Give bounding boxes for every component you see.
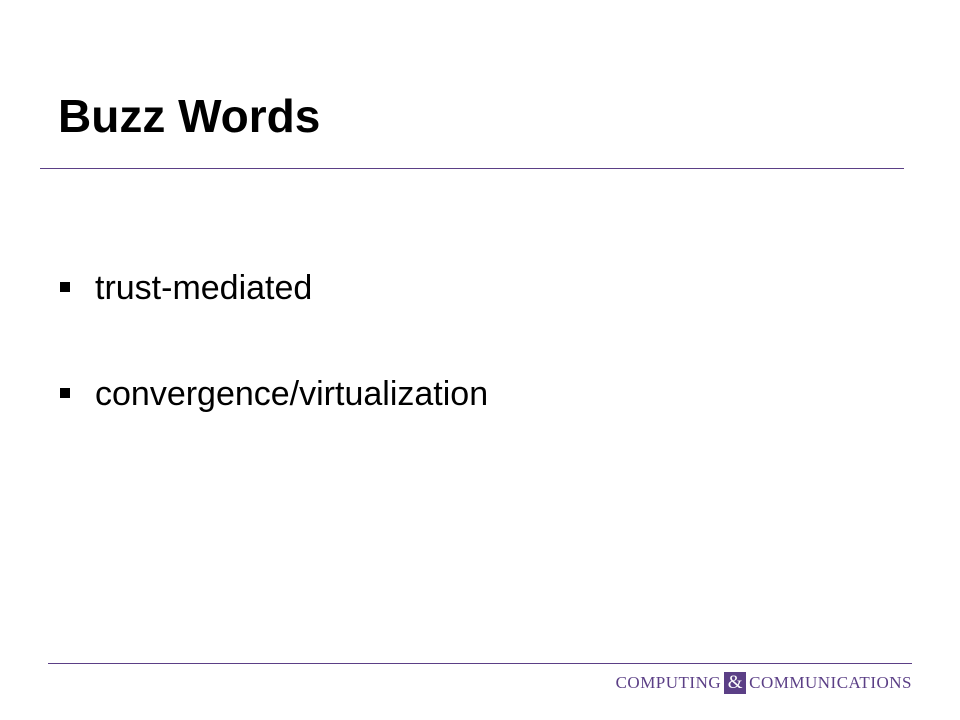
square-bullet-icon	[60, 282, 70, 292]
logo-ampersand: &	[724, 672, 746, 694]
footer-logo	[616, 670, 912, 696]
bullet-text: convergence/virtualization	[95, 375, 489, 413]
bullet-item	[58, 266, 488, 310]
logo-text-computing: COMPUTING	[615, 673, 722, 692]
slide-title: Buzz Words	[58, 90, 321, 142]
bullet-item	[58, 372, 488, 416]
logo-text-communications: COMMUNICATIONS	[749, 673, 912, 692]
footer-divider	[48, 663, 912, 664]
square-bullet-icon	[60, 388, 70, 398]
bullet-text: trust-mediated	[95, 269, 313, 307]
title-divider	[40, 168, 904, 169]
bullet-list	[58, 266, 488, 478]
